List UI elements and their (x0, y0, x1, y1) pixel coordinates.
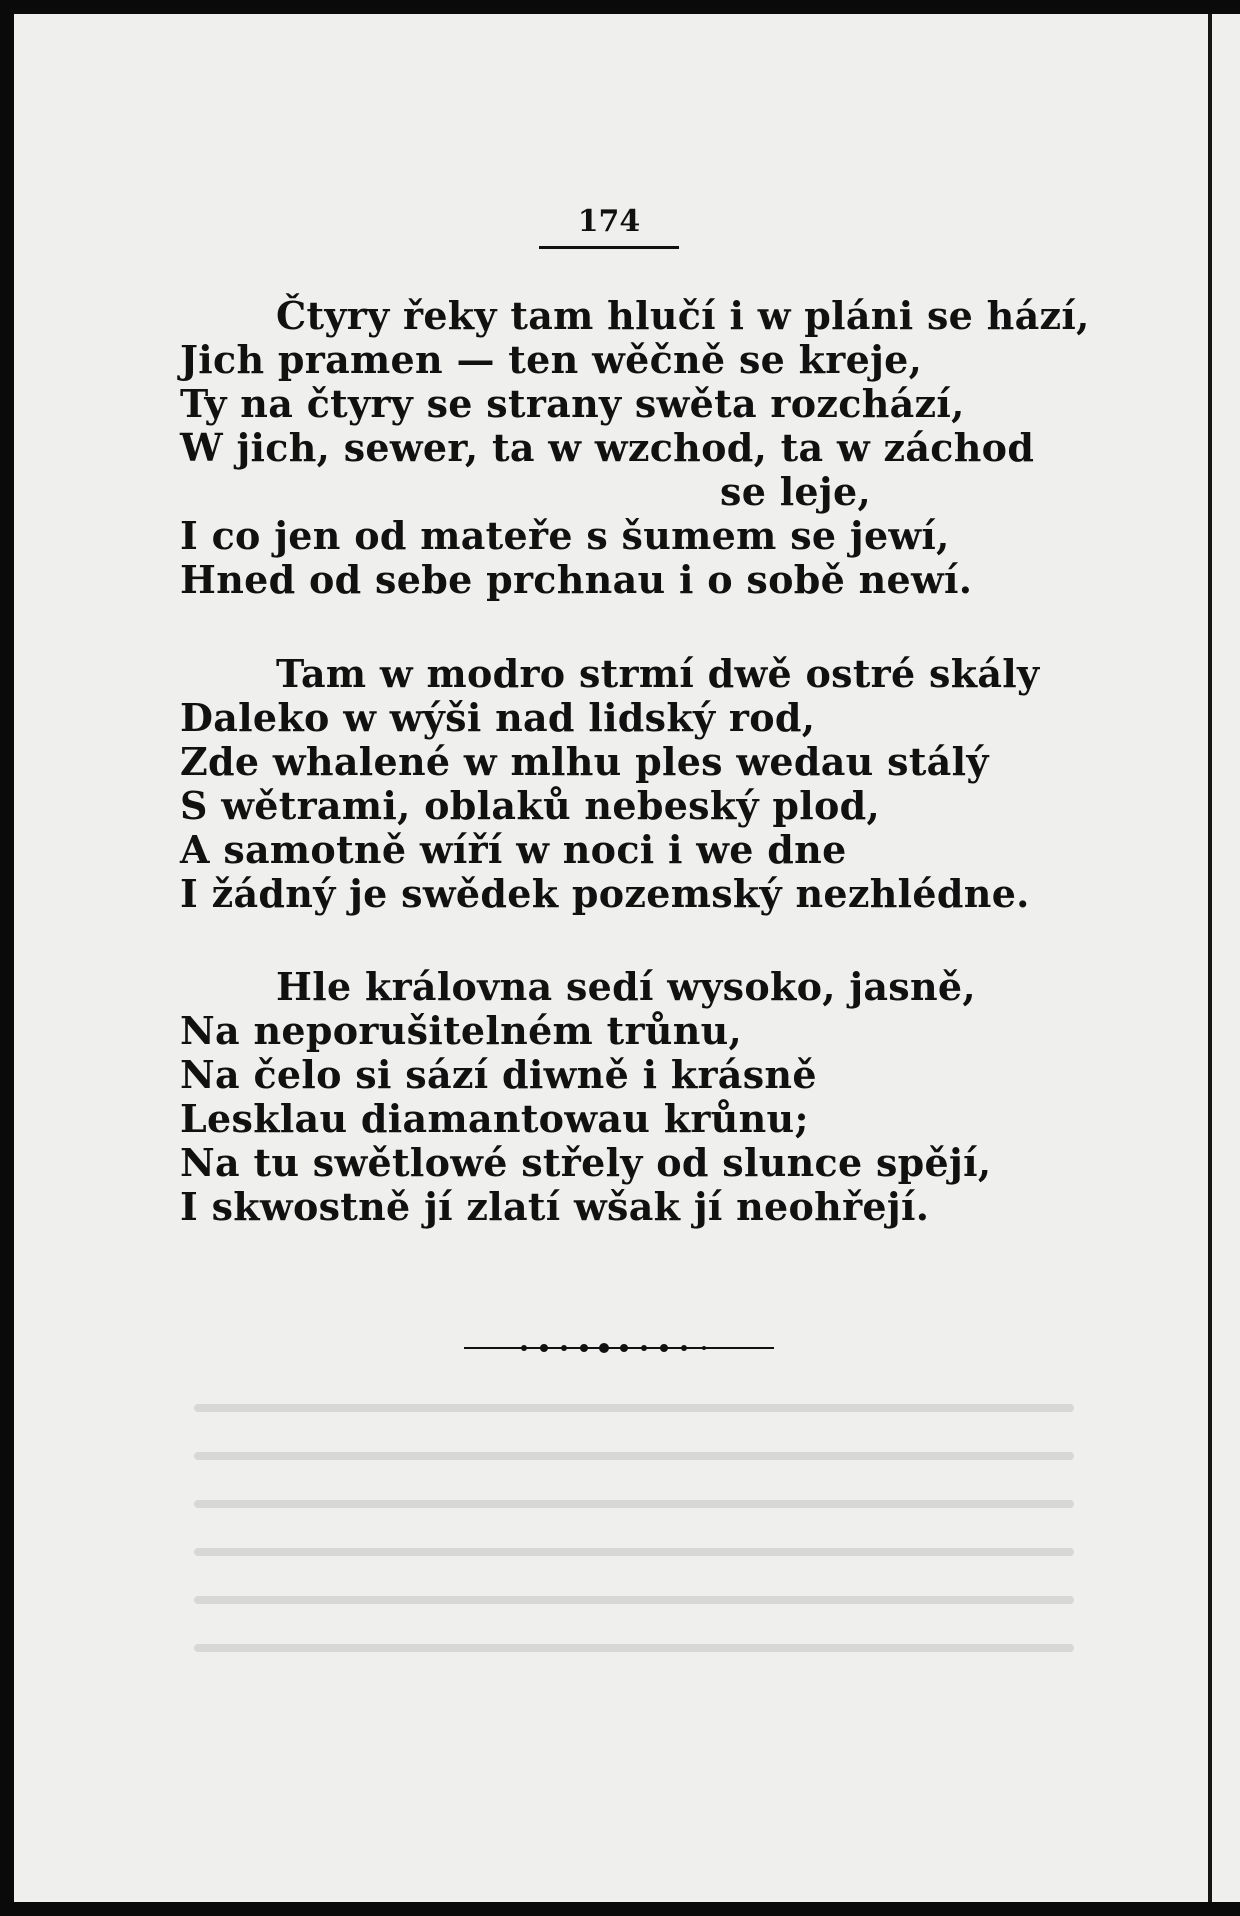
verse-line: I žádný je swědek pozemský nezhlédne. (180, 871, 1030, 916)
verse-line: S wětrami, oblaků nebeský plod, (180, 783, 881, 828)
page-number: 174 (577, 204, 641, 239)
verse-line: Na čelo si sází diwně i krásně (180, 1052, 817, 1097)
verse-line: I co jen od mateře s šumem se jewí, (180, 513, 950, 558)
verse-line: W jich, sewer, ta w wzchod, ta w záchod (180, 425, 1035, 470)
verse-line: Na tu swětlowé střely od slunce spějí, (180, 1140, 992, 1185)
verse-line: Ty na čtyry se strany swěta rozchází, (180, 381, 965, 426)
verse-line: Zde whalené w mlhu ples wedau stálý (180, 739, 989, 784)
header-rule (539, 246, 679, 249)
stanza-1 (180, 294, 1090, 602)
verse-line: Daleko w wýši nad lidský rod, (180, 695, 816, 740)
adjacent-page-edge (1208, 14, 1240, 1902)
verse-line: Tam w modro strmí dwě ostré skály (276, 651, 1040, 696)
ornament-divider (464, 1340, 774, 1356)
verse-line: Jich pramen — ten wěčně se kreje, (180, 337, 923, 382)
show-through-texture (194, 1404, 1074, 1704)
verse-line: Čtyry řeky tam hlučí i w pláni se hází, (276, 293, 1090, 338)
verse-line-continuation: se leje, (720, 469, 871, 514)
verse-line: I skwostně jí zlatí wšak jí neohřejí. (180, 1184, 930, 1229)
verse-line: Lesklau diamantowau krůnu; (180, 1096, 809, 1141)
stanza-2 (180, 652, 1039, 916)
verse-line: Na neporušitelném trůnu, (180, 1008, 743, 1053)
book-page (14, 14, 1210, 1902)
verse-line: Hned od sebe prchnau i o sobě newí. (180, 557, 973, 602)
stanza-3 (180, 965, 991, 1229)
verse-line: A samotně wíří w noci i we dne (180, 827, 847, 872)
verse-line: Hle královna sedí wysoko, jasně, (276, 964, 976, 1009)
